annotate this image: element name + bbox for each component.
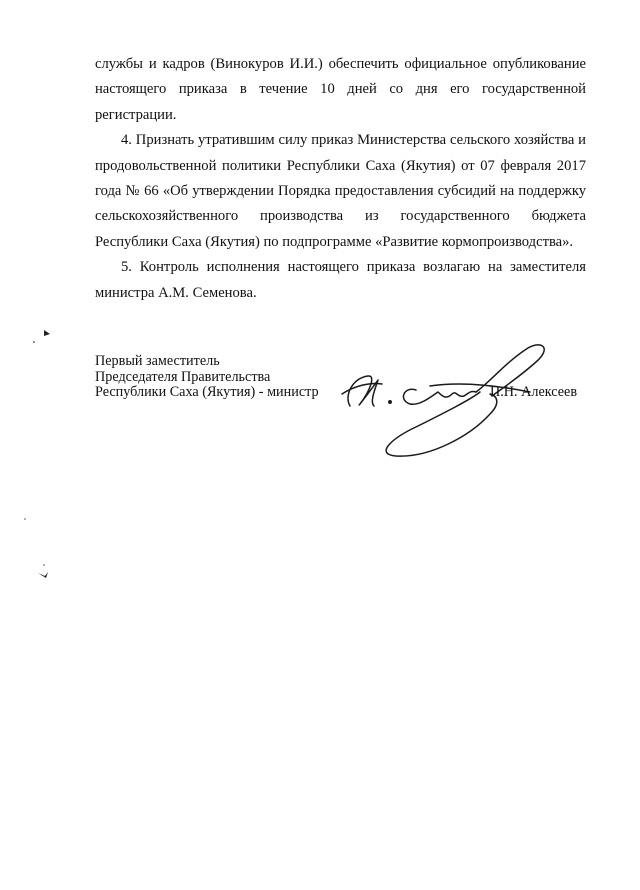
signer-name: П.Н. Алексеев [490, 384, 578, 400]
scan-mark-bottom [34, 562, 54, 582]
paragraph-item-5: 5. Контроль исполнения настоящего приказа возлагаю на заместителя министра А.М. Семенова. [95, 259, 586, 301]
scan-mark-top [30, 326, 54, 348]
paragraph-item-4: 4. Признать утратившим силу приказ Министерства сельского хозяйства и продовольственной политики Республики Саха (Якутия) от 07 февраля 2017 года № 66 «Об утверждении Порядка предоставления субсидий на поддержку сельскохозяйственного производства из государственного бюджета Республики Саха (Якутия) по подпрограмме «Развитие кормопроизводства». [95, 132, 586, 250]
signer-title-line-2: Председателя Правительства [95, 368, 271, 385]
scan-mark-middle [22, 516, 30, 524]
document-body [95, 52, 586, 306]
signer-title-line-3: Республики Саха (Якутия) - министр [95, 384, 319, 401]
paragraph-continuation: службы и кадров (Винокуров И.И.) обеспечить официальное опубликование настоящего приказа в течение 10 дней со дня его государственной регистрации. [95, 56, 586, 123]
signer-title-line-1: Первый заместитель [95, 353, 220, 369]
handwritten-signature [330, 336, 580, 466]
